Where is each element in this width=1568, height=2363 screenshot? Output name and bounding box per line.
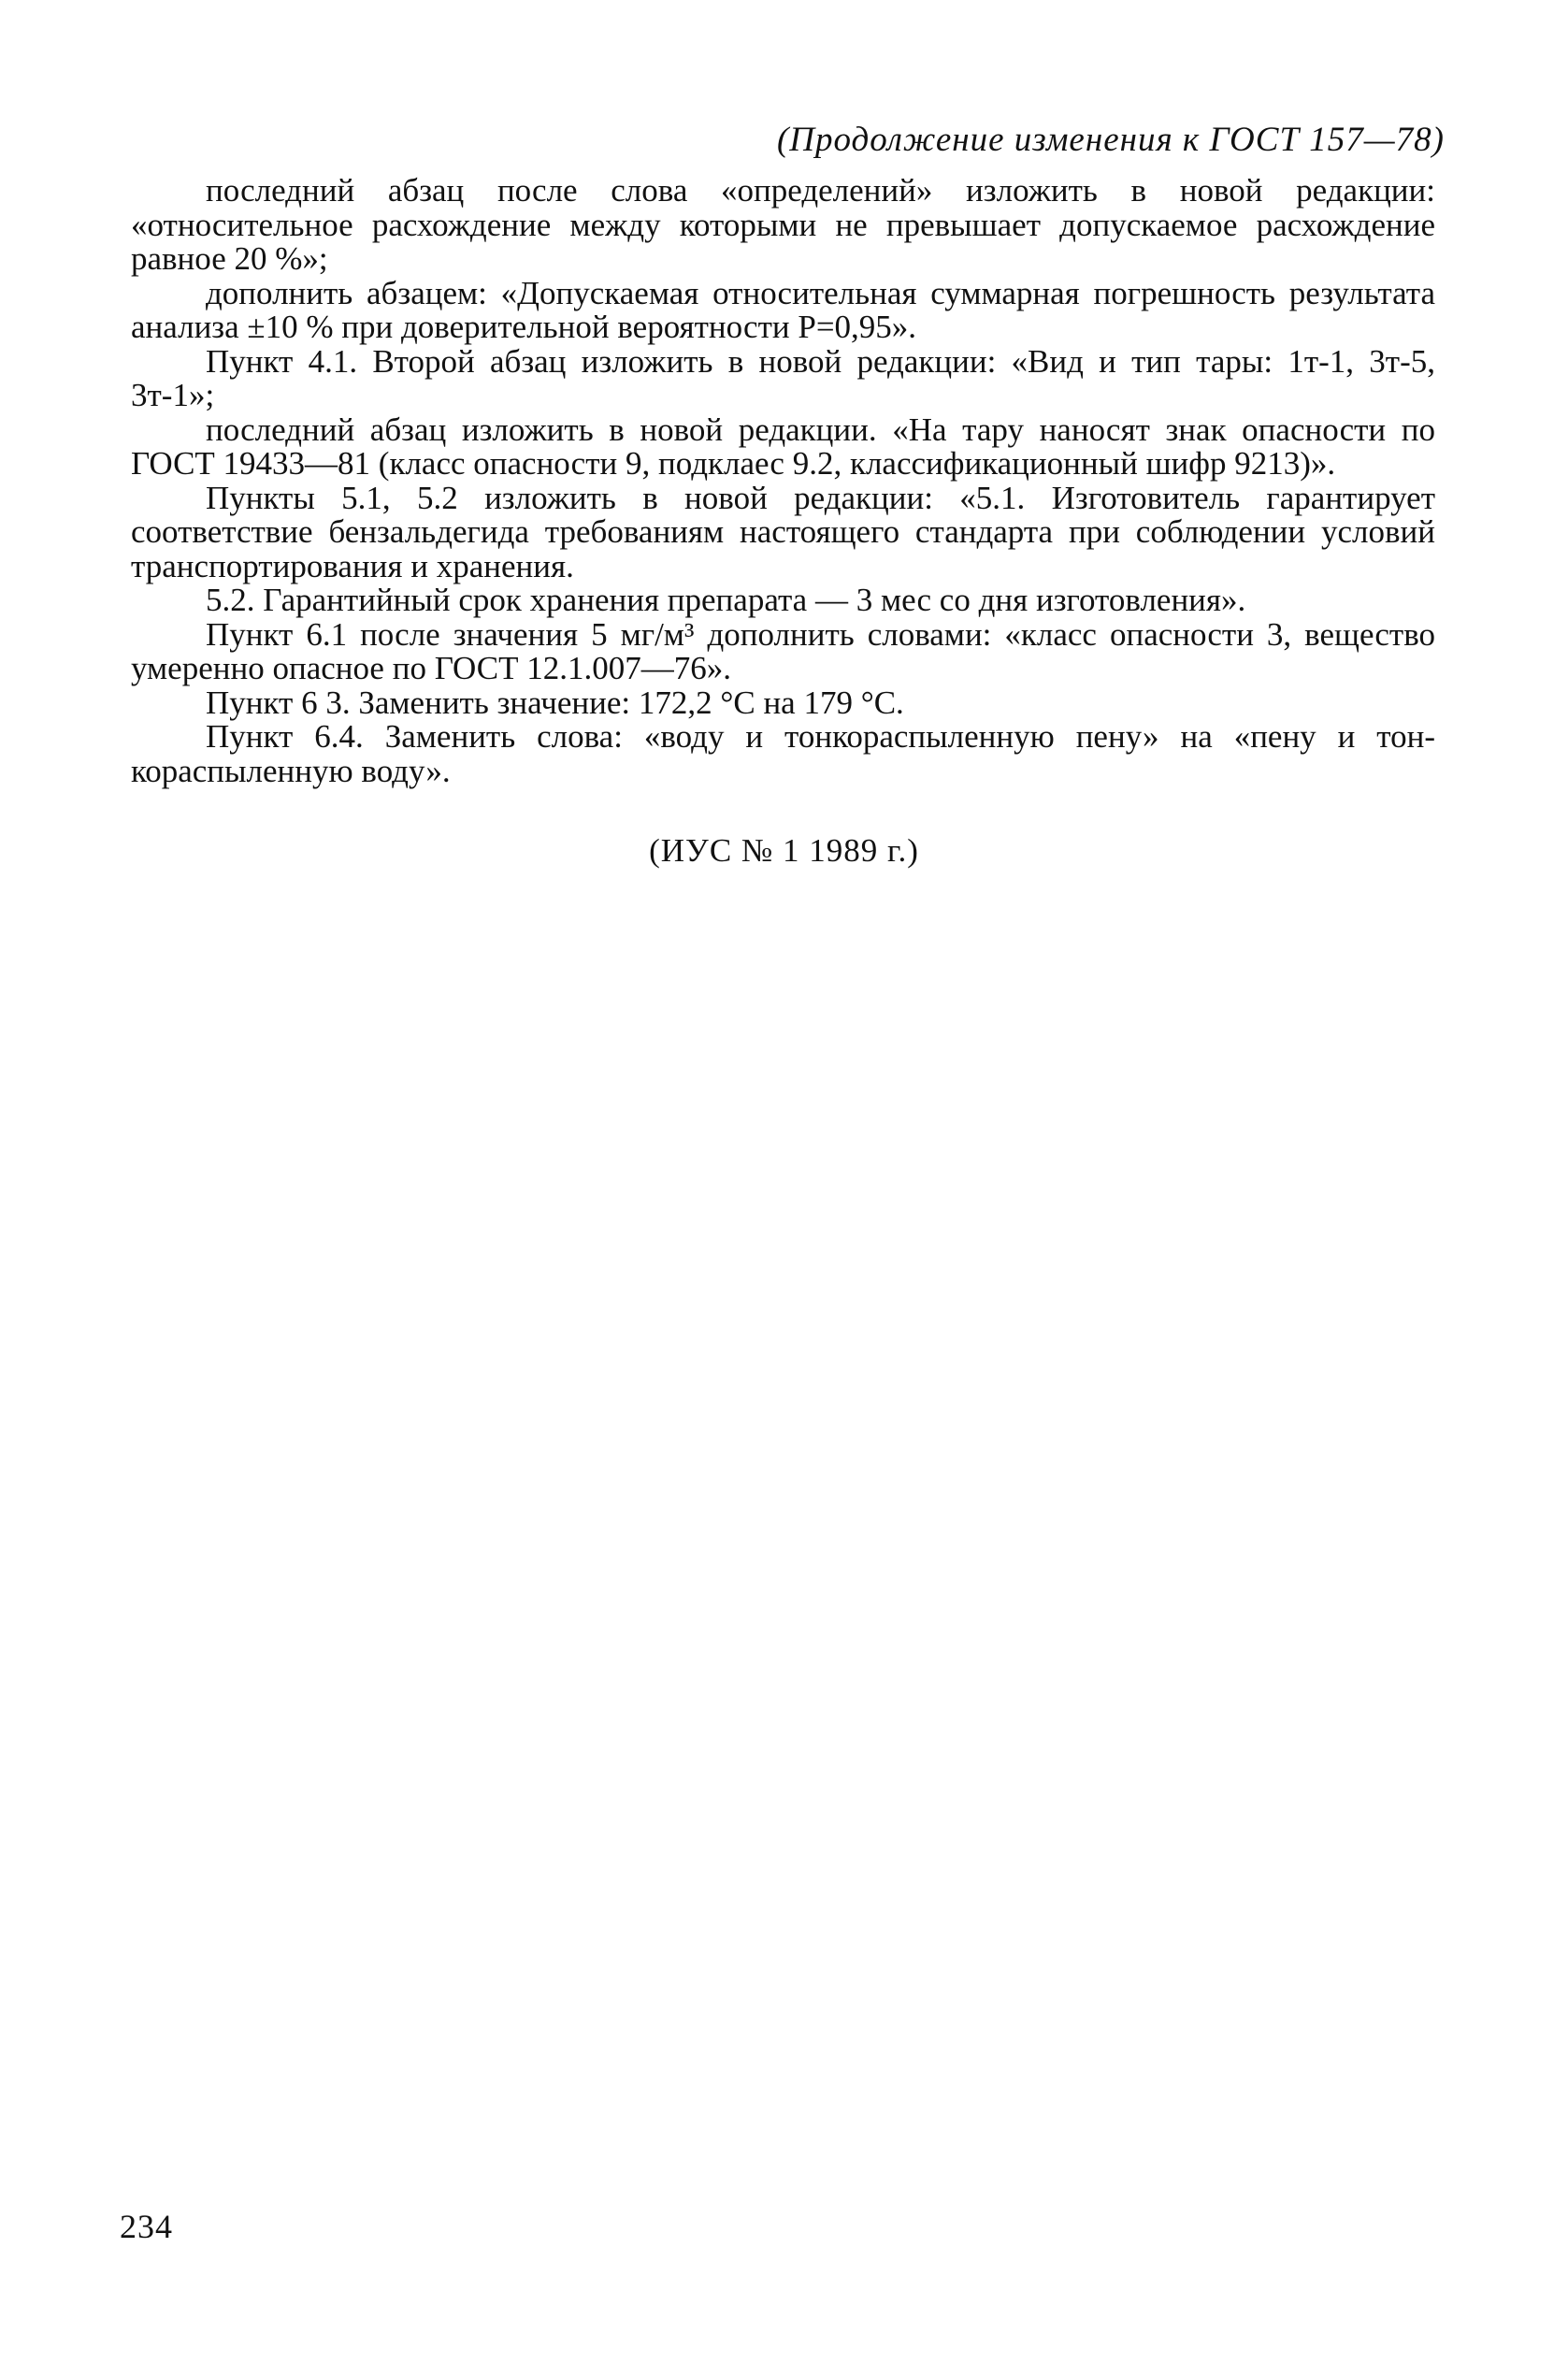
source-reference: (ИУС № 1 1989 г.)	[649, 832, 919, 869]
paragraph-item-5-2: 5.2. Гарантийный срок хранения препарата — 3 мес со дня изготовления».	[206, 582, 1246, 618]
paragraph-last-paragraph-definitions: последний абзац после слова «определений» изложить в новой редакции: «относительное расхождение между которыми не превышает допускаемое расхождение равное 20 %»;	[131, 172, 1435, 277]
paragraph-add-error-clause: дополнить абзацем: «Допускаемая относительная суммарная погрешность результата анализа ±10 % при доверительной вероятности P=0,95».	[131, 274, 1435, 345]
paragraph-item-6-3: Пункт 6 3. Заменить значение: 172,2 °С на 179 °С.	[206, 684, 904, 721]
page-number: 234	[120, 2208, 173, 2245]
paragraph-item-4-1: Пункт 4.1. Второй абзац изложить в новой редакции: «Вид и тип тары: 1т-1, 3т-5, 3т-1»;	[131, 342, 1435, 413]
paragraph-item-6-1: Пункт 6.1 после значения 5 мг/м³ дополнить словами: «класс опасности 3, вещество умеренно опасное по ГОСТ 12.1.007—76».	[131, 615, 1435, 686]
running-header: (Продолжение изменения к ГОСТ 157—78)	[776, 121, 1445, 159]
amendment-text	[131, 174, 1435, 788]
paragraph-items-5-1-5-2: Пункты 5.1, 5.2 изложить в новой редакции: «5.1. Изготовитель гарантирует соответствие бензальдегида требованиям настоящего стандарта при соблюдении условий транспортирования и хранения.	[131, 479, 1435, 584]
paragraph-item-6-4: Пункт 6.4. Заменить слова: «воду и тонкораспыленную пену» на «пену и тонкораспыленную воду».	[131, 718, 1435, 789]
paragraph-hazard-sign: последний абзац изложить в новой редакции. «На тару наносят знак опасности по ГОСТ 19433—81 (класс опасности 9, подклаес 9.2, классификационный шифр 9213)».	[131, 411, 1435, 482]
